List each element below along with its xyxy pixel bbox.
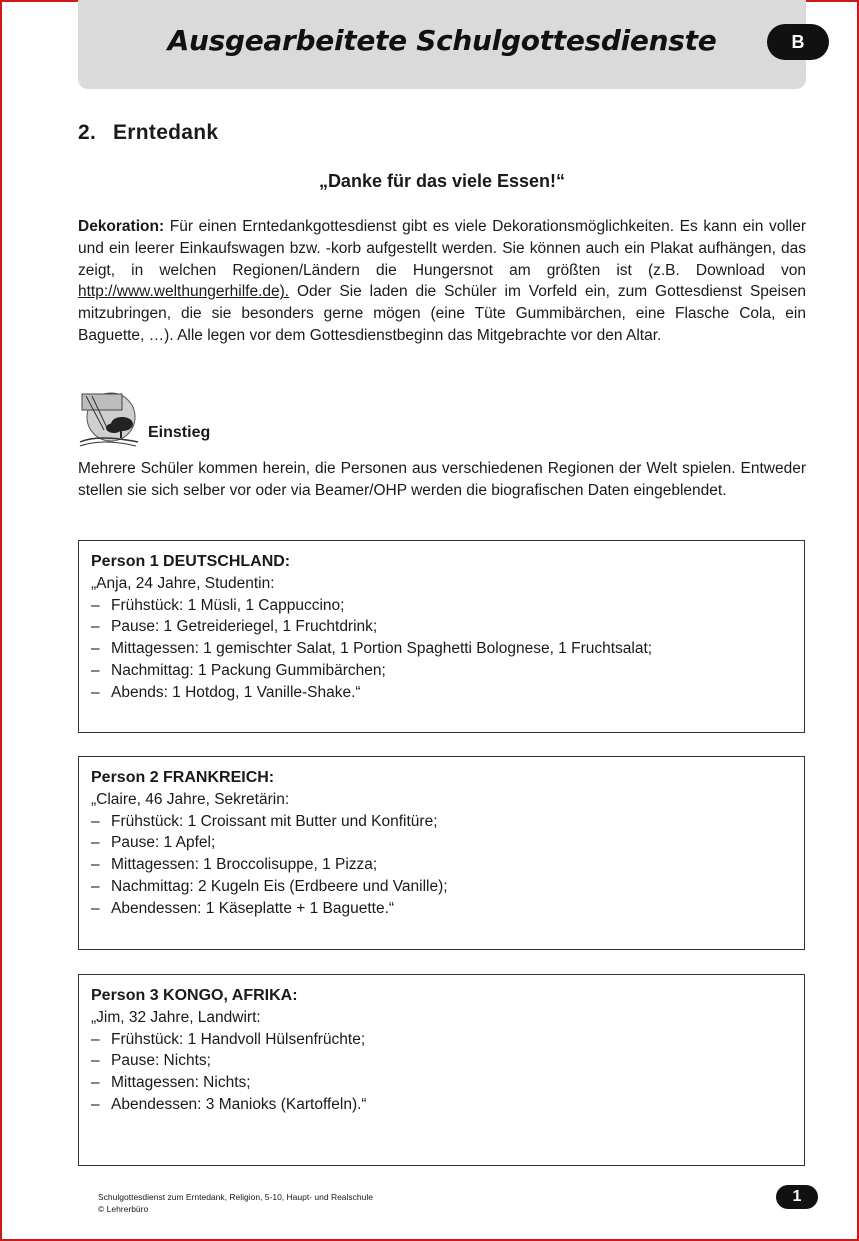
list-item: – Frühstück: 1 Müsli, 1 Cappuccino; [91,596,345,614]
person-box-2 [78,756,805,950]
person-intro: „Jim, 32 Jahre, Landwirt: [91,1008,261,1026]
list-item: – Pause: 1 Apfel; [91,834,216,852]
page-header-title: Ausgearbeitete Schulgottesdienste [167,24,717,57]
list-item: – Nachmittag: 1 Packung Gummibärchen; [91,661,386,679]
header-badge: B [767,24,829,60]
person-title: Person 1 DEUTSCHLAND: [91,553,291,570]
footer-line-2: © Lehrerbüro [98,1204,149,1214]
decoration-label: Dekoration: [78,218,165,235]
list-item: – Mittagessen: 1 gemischter Salat, 1 Portion Spaghetti Bolognese, 1 Fruchtsalat; [91,640,653,658]
footer-line-1: Schulgottesdienst zum Erntedank, Religion, 5-10, Haupt- und Realschule [98,1192,373,1202]
list-item: – Abendessen: 3 Manioks (Kartoffeln).“ [91,1095,367,1113]
list-item: – Pause: 1 Getreideriegel, 1 Fruchtdrink; [91,618,378,636]
footer-text [98,1191,373,1215]
landscape-tree-icon [78,390,140,448]
person-box-1 [78,540,805,733]
list-item: – Abendessen: 1 Käseplatte + 1 Baguette.“ [91,899,395,917]
decoration-text-2: Oder Sie laden die Schüler im Vorfeld ein, zum Gottesdienst Speisen mitzubringen, die sie besonders gerne mögen (eine Tüte Gummibärchen, eine Flasche Cola, ein Baguette, …). Alle legen vor dem Gottesdienstbeginn das Mitgebrachte vor den Altar. [78,283,806,344]
list-item: – Pause: Nichts; [91,1052,211,1070]
person-title: Person 2 FRANKREICH: [91,769,275,786]
decoration-text-1: Für einen Erntedankgottesdienst gibt es viele Dekorationsmöglichkeiten. Es kann ein voller und ein leerer Einkaufswagen bzw. -korb aufgestellt werden. Sie können auch ein Plakat aufhängen, das zeigt, in welchen Regionen/Ländern die Hungersnot am größten ist (z.B. Download von [78,218,806,279]
person-title: Person 3 KONGO, AFRIKA: [91,987,298,1004]
list-item: – Mittagessen: Nichts; [91,1074,251,1092]
welthungerhilfe-link[interactable]: http://www.welthungerhilfe.de). [78,283,290,301]
list-item: – Frühstück: 1 Croissant mit Butter und Konfitüre; [91,812,438,830]
meal-list [91,811,792,920]
list-item: – Frühstück: 1 Handvoll Hülsenfrüchte; [91,1030,366,1048]
list-item: – Abends: 1 Hotdog, 1 Vanille-Shake.“ [91,683,361,701]
list-item: – Mittagessen: 1 Broccolisuppe, 1 Pizza; [91,856,378,874]
section-heading [78,121,218,145]
section-number: 2. [78,121,97,144]
page-number: 1 [776,1185,818,1209]
section-title: Erntedank [113,121,219,144]
person-intro: „Claire, 46 Jahre, Sekretärin: [91,790,290,808]
person-box-3 [78,974,805,1166]
einstieg-label: Einstieg [148,424,211,441]
meal-list [91,595,792,704]
einstieg-text: Mehrere Schüler kommen herein, die Personen aus verschiedenen Regionen der Welt spielen. Entweder stellen sie sich selber vor oder via Beamer/OHP werden die biografischen Daten eingeblendet. [78,460,806,499]
person-intro: „Anja, 24 Jahre, Studentin: [91,574,275,592]
subtitle: „Danke für das viele Essen!“ [318,171,566,191]
list-item: – Nachmittag: 2 Kugeln Eis (Erdbeere und Vanille); [91,877,448,895]
meal-list [91,1029,792,1116]
decoration-paragraph [78,216,806,347]
